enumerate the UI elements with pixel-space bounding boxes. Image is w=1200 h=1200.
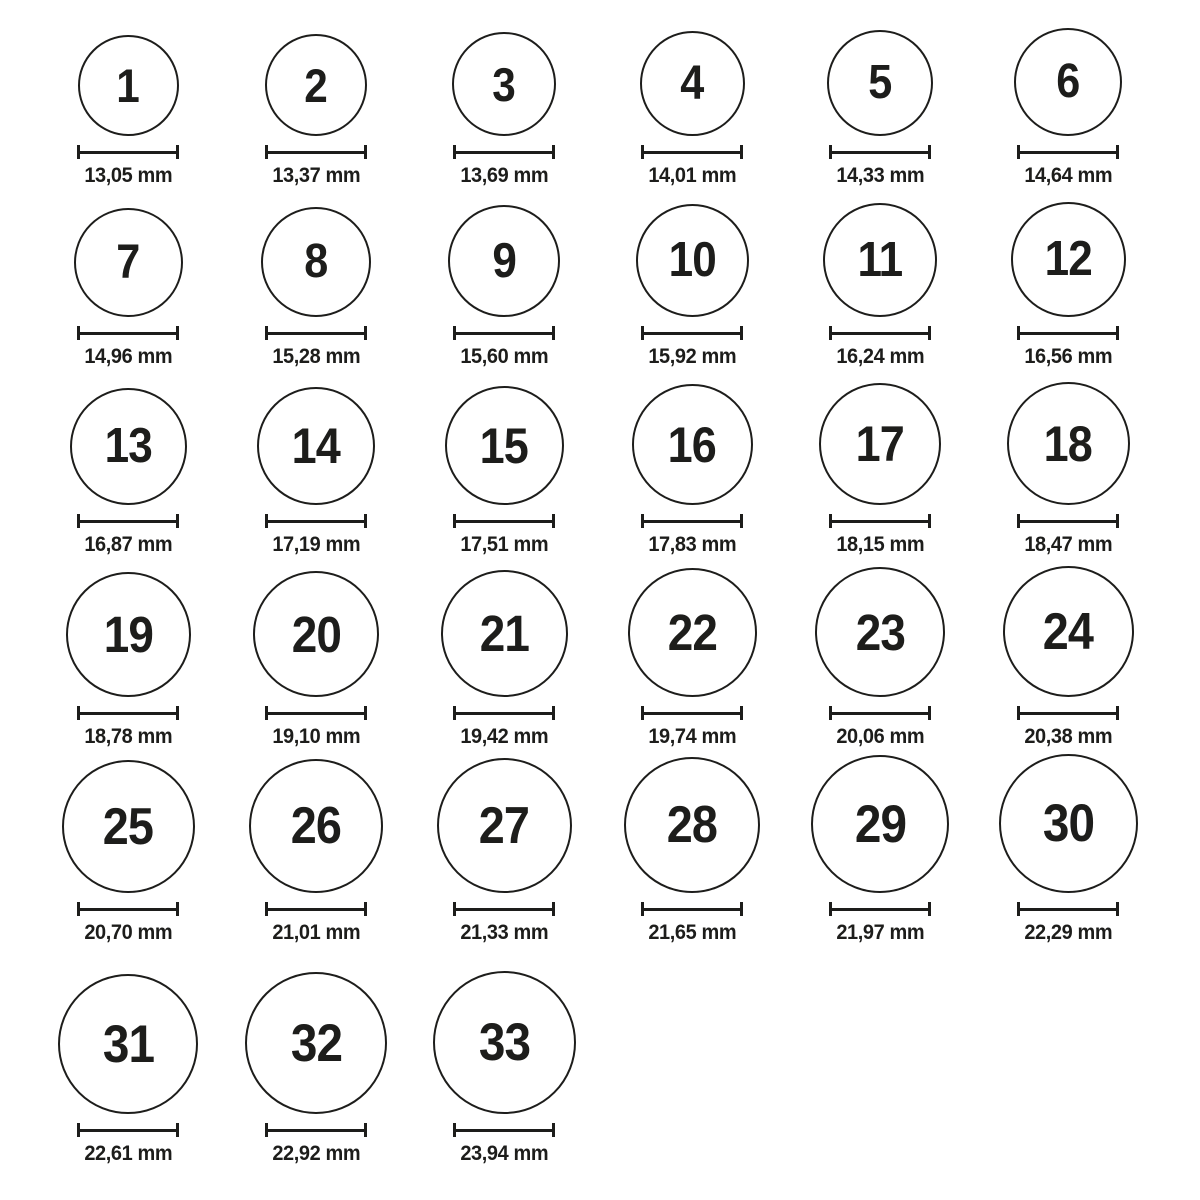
ring-diameter-label: 21,97 mm: [836, 921, 924, 944]
ring-size-number: 27: [478, 796, 530, 855]
ring-circle: [819, 383, 941, 505]
ring-diameter-label: 18,15 mm: [836, 533, 924, 556]
diameter-measure-line: [453, 1123, 555, 1137]
ring-circle: [636, 204, 749, 317]
ring-circle: [999, 754, 1138, 893]
ring-diameter-label: 13,37 mm: [272, 164, 360, 187]
ring-circle: [1011, 202, 1126, 317]
ring-diameter-label: 21,33 mm: [460, 921, 548, 944]
ring-diameter-label: 21,01 mm: [272, 921, 360, 944]
ring-cell: [222, 945, 410, 1166]
ring-diameter-label: 22,29 mm: [1024, 921, 1112, 944]
ring-circle: [1014, 28, 1122, 136]
ring-size-number: 16: [667, 416, 717, 473]
ring-diameter-label: 13,05 mm: [84, 164, 172, 187]
diameter-measure-line: [453, 514, 555, 528]
measure-bar: [267, 332, 365, 335]
ring-circle: [827, 30, 933, 136]
ring-cell: [410, 188, 598, 369]
ring-diameter-label: 17,51 mm: [460, 533, 548, 556]
measure-bar: [79, 908, 177, 911]
ring-circle: [66, 572, 191, 697]
ring-size-number: 8: [304, 235, 328, 288]
ring-diameter-label: 20,38 mm: [1024, 725, 1112, 748]
diameter-measure-line: [829, 514, 931, 528]
ring-circle: [628, 568, 757, 697]
diameter-measure-line: [265, 902, 367, 916]
measure-bar: [831, 908, 929, 911]
ring-size-number: 32: [290, 1013, 342, 1073]
ring-circle: [452, 32, 556, 136]
diameter-measure-line: [265, 1123, 367, 1137]
diameter-measure-line: [77, 1123, 179, 1137]
diameter-measure-line: [641, 514, 743, 528]
measure-bar: [1019, 151, 1117, 154]
measure-bar: [1019, 332, 1117, 335]
ring-size-number: 28: [666, 796, 718, 854]
ring-circle: [261, 207, 371, 317]
ring-size-number: 17: [855, 416, 905, 472]
measure-bar: [267, 908, 365, 911]
diameter-measure-line: [641, 706, 743, 720]
diameter-measure-line: [453, 706, 555, 720]
ring-cell: [974, 369, 1162, 557]
measure-bar: [79, 151, 177, 154]
ring-size-number: 10: [668, 233, 716, 287]
diameter-measure-line: [641, 326, 743, 340]
diameter-measure-line: [1017, 706, 1119, 720]
ring-size-number: 26: [290, 797, 342, 855]
ring-size-number: 22: [667, 604, 717, 661]
diameter-measure-line: [265, 706, 367, 720]
ring-size-number: 12: [1044, 232, 1092, 286]
ring-cell: [34, 188, 222, 369]
ring-size-number: 6: [1056, 55, 1080, 108]
ring-cell: [598, 749, 786, 945]
ring-diameter-label: 23,94 mm: [460, 1142, 548, 1165]
ring-circle: [253, 571, 379, 697]
ring-diameter-label: 15,60 mm: [460, 345, 548, 368]
ring-size-number: 25: [102, 797, 154, 856]
diameter-measure-line: [453, 145, 555, 159]
ring-cell: [974, 749, 1162, 945]
diameter-measure-line: [453, 902, 555, 916]
ring-diameter-label: 14,01 mm: [648, 164, 736, 187]
measure-bar: [267, 151, 365, 154]
ring-circle: [1003, 566, 1134, 697]
measure-bar: [831, 332, 929, 335]
measure-bar: [79, 1129, 177, 1132]
diameter-measure-line: [265, 326, 367, 340]
ring-size-number: 2: [304, 58, 328, 112]
ring-size-number: 7: [116, 235, 140, 289]
ring-size-number: 5: [868, 56, 892, 109]
measure-bar: [455, 151, 553, 154]
ring-cell: [786, 0, 974, 188]
ring-size-number: 9: [492, 233, 516, 288]
ring-circle: [632, 384, 753, 505]
ring-cell: [34, 0, 222, 188]
diameter-measure-line: [1017, 326, 1119, 340]
ring-diameter-label: 19,74 mm: [648, 725, 736, 748]
diameter-measure-line: [453, 326, 555, 340]
ring-size-number: 20: [291, 605, 341, 663]
measure-bar: [1019, 712, 1117, 715]
diameter-measure-line: [265, 145, 367, 159]
diameter-measure-line: [77, 326, 179, 340]
ring-cell: [222, 557, 410, 749]
ring-size-number: 23: [855, 603, 905, 661]
ring-circle: [257, 387, 375, 505]
ring-cell: [598, 188, 786, 369]
ring-cell: [598, 369, 786, 557]
measure-bar: [79, 332, 177, 335]
ring-circle: [78, 35, 179, 136]
measure-bar: [455, 712, 553, 715]
ring-diameter-label: 19,10 mm: [272, 725, 360, 748]
ring-size-number: 30: [1042, 794, 1094, 853]
ring-circle: [62, 760, 195, 893]
ring-cell: [222, 369, 410, 557]
ring-cell: [786, 749, 974, 945]
ring-circle: [624, 757, 760, 893]
diameter-measure-line: [77, 706, 179, 720]
ring-size-number: 4: [680, 56, 704, 110]
measure-bar: [1019, 908, 1117, 911]
ring-circle: [265, 34, 367, 136]
measure-bar: [643, 520, 741, 523]
ring-diameter-label: 22,92 mm: [272, 1142, 360, 1165]
measure-bar: [831, 151, 929, 154]
ring-cell: [598, 557, 786, 749]
ring-size-number: 3: [492, 57, 516, 111]
ring-circle: [1007, 382, 1130, 505]
diameter-measure-line: [1017, 514, 1119, 528]
ring-cell: [410, 0, 598, 188]
ring-diameter-label: 13,69 mm: [460, 164, 548, 187]
measure-bar: [455, 1129, 553, 1132]
ring-cell: [974, 0, 1162, 188]
diameter-measure-line: [641, 902, 743, 916]
ring-size-number: 15: [479, 417, 529, 474]
measure-bar: [831, 712, 929, 715]
measure-bar: [455, 520, 553, 523]
ring-circle: [448, 205, 560, 317]
ring-cell: [410, 369, 598, 557]
diameter-measure-line: [641, 145, 743, 159]
measure-bar: [643, 151, 741, 154]
ring-size-number: 31: [102, 1014, 154, 1074]
measure-bar: [267, 1129, 365, 1132]
measure-bar: [267, 520, 365, 523]
ring-circle: [245, 972, 387, 1114]
ring-size-number: 19: [103, 606, 153, 663]
ring-circle: [437, 758, 572, 893]
measure-bar: [267, 712, 365, 715]
ring-circle: [249, 759, 383, 893]
measure-bar: [643, 712, 741, 715]
ring-cell: [34, 557, 222, 749]
ring-diameter-label: 16,87 mm: [84, 533, 172, 556]
diameter-measure-line: [829, 706, 931, 720]
ring-circle: [823, 203, 937, 317]
measure-bar: [79, 520, 177, 523]
ring-size-number: 1: [116, 59, 140, 112]
ring-diameter-label: 18,78 mm: [84, 725, 172, 748]
diameter-measure-line: [77, 902, 179, 916]
diameter-measure-line: [829, 326, 931, 340]
ring-size-number: 11: [857, 232, 903, 287]
measure-bar: [643, 332, 741, 335]
ring-circle: [433, 971, 576, 1114]
diameter-measure-line: [77, 514, 179, 528]
ring-cell: [34, 945, 222, 1166]
ring-cell: [410, 749, 598, 945]
ring-diameter-label: 16,24 mm: [836, 345, 924, 368]
ring-size-number: 33: [478, 1013, 530, 1072]
ring-cell: [222, 749, 410, 945]
ring-size-number: 18: [1043, 415, 1093, 472]
ring-size-number: 13: [104, 419, 152, 473]
ring-diameter-label: 16,56 mm: [1024, 345, 1112, 368]
ring-diameter-label: 18,47 mm: [1024, 533, 1112, 556]
ring-diameter-label: 14,64 mm: [1024, 164, 1112, 187]
ring-diameter-label: 19,42 mm: [460, 725, 548, 748]
ring-cell: [974, 188, 1162, 369]
ring-circle: [640, 31, 745, 136]
measure-bar: [1019, 520, 1117, 523]
ring-circle: [811, 755, 949, 893]
measure-bar: [79, 712, 177, 715]
diameter-measure-line: [77, 145, 179, 159]
ring-cell: [410, 557, 598, 749]
ring-cell: [786, 557, 974, 749]
ring-cell: [222, 0, 410, 188]
ring-diameter-label: 15,92 mm: [648, 345, 736, 368]
ring-circle: [74, 208, 183, 317]
measure-bar: [831, 520, 929, 523]
ring-circle: [441, 570, 568, 697]
diameter-measure-line: [829, 145, 931, 159]
ring-diameter-label: 22,61 mm: [84, 1142, 172, 1165]
ring-diameter-label: 17,83 mm: [648, 533, 736, 556]
ring-circle: [58, 974, 198, 1114]
ring-size-number: 24: [1042, 602, 1094, 661]
ring-cell: [34, 749, 222, 945]
ring-cell: [786, 369, 974, 557]
ring-size-number: 14: [291, 418, 341, 474]
diameter-measure-line: [265, 514, 367, 528]
ring-diameter-label: 15,28 mm: [272, 345, 360, 368]
ring-circle: [70, 388, 187, 505]
ring-cell: [974, 557, 1162, 749]
ring-cell: [222, 188, 410, 369]
ring-diameter-label: 21,65 mm: [648, 921, 736, 944]
ring-diameter-label: 17,19 mm: [272, 533, 360, 556]
ring-circle: [815, 567, 945, 697]
measure-bar: [455, 908, 553, 911]
ring-cell: [34, 369, 222, 557]
ring-cell: [410, 945, 598, 1166]
diameter-measure-line: [1017, 902, 1119, 916]
diameter-measure-line: [829, 902, 931, 916]
ring-diameter-label: 20,06 mm: [836, 725, 924, 748]
ring-diameter-label: 20,70 mm: [84, 921, 172, 944]
measure-bar: [643, 908, 741, 911]
ring-circle: [445, 386, 564, 505]
ring-diameter-label: 14,33 mm: [836, 164, 924, 187]
measure-bar: [455, 332, 553, 335]
ring-size-number: 21: [479, 605, 529, 662]
ring-diameter-label: 14,96 mm: [84, 345, 172, 368]
diameter-measure-line: [1017, 145, 1119, 159]
ring-cell: [598, 0, 786, 188]
ring-size-number: 29: [854, 794, 906, 854]
ring-cell: [786, 188, 974, 369]
